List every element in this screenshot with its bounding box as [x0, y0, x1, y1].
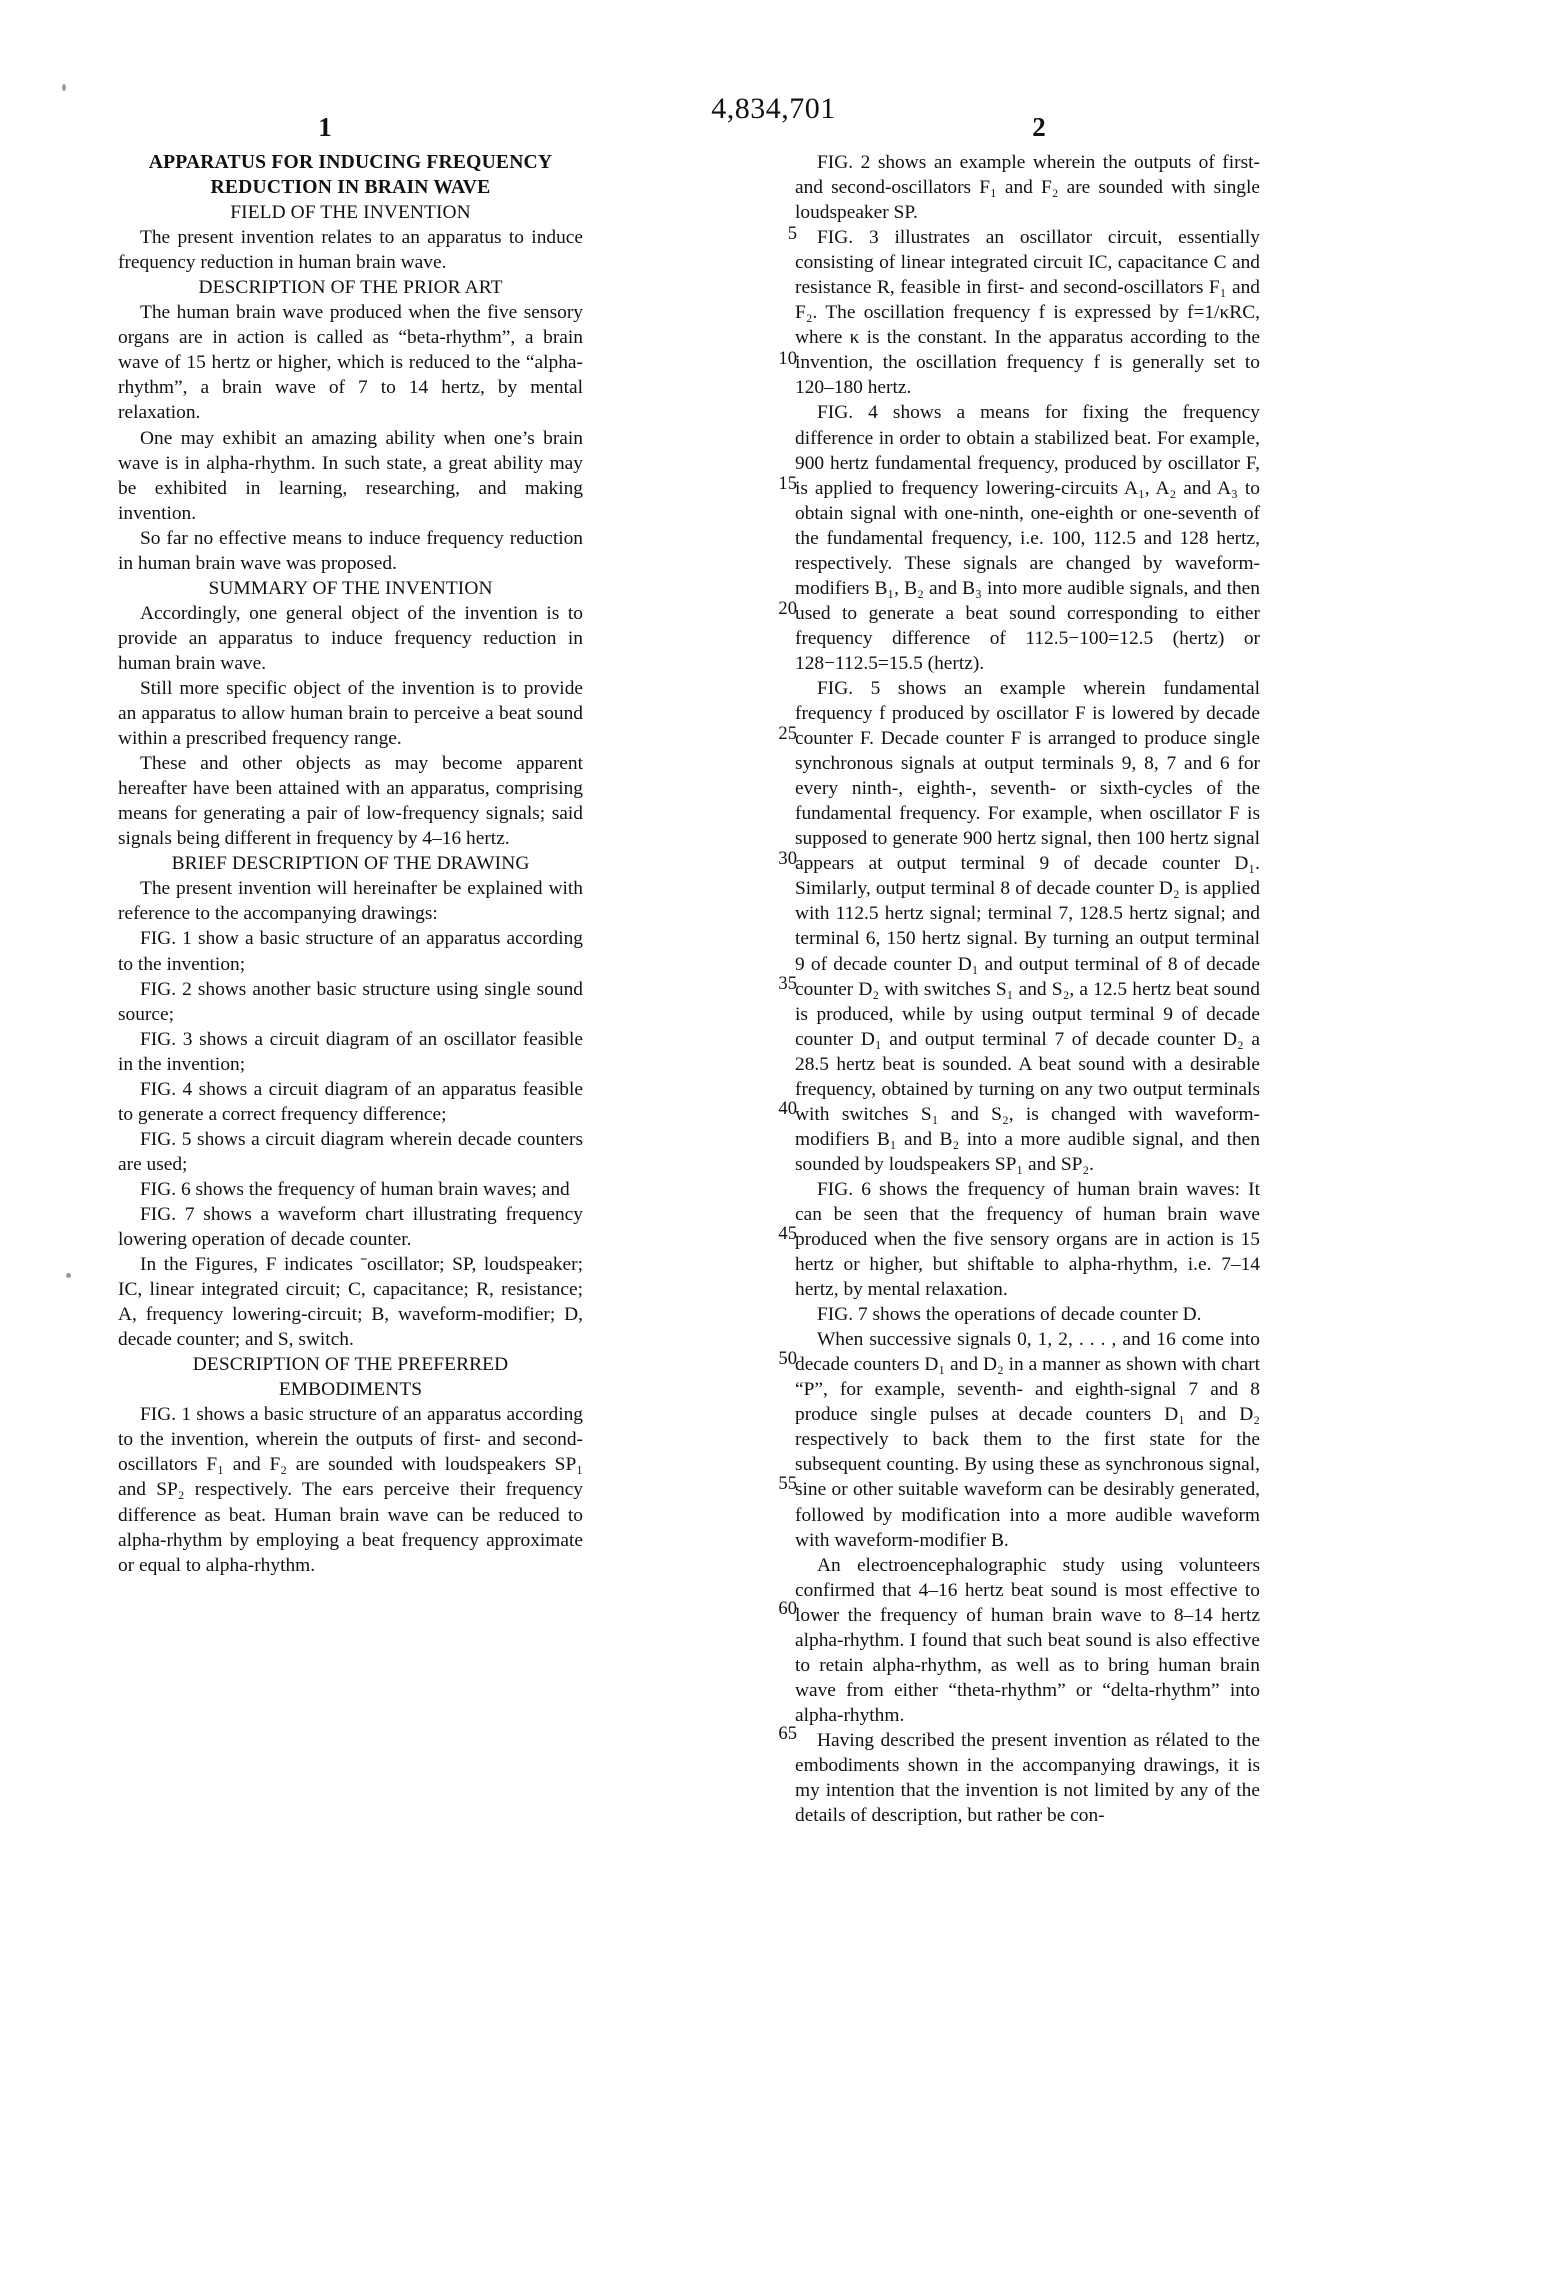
line-number: 65	[778, 1723, 797, 1744]
column-right	[795, 150, 1260, 1828]
paragraph-fig3: FIG. 3 illustrates an oscillator circuit, essentially consisting of linear integrated circuit IC, capacitance C and resistance R, feasible in first- and second-oscillators F₁ and F₂. The oscillation frequency f is expressed by f=1/κRC, where κ is the constant. In the apparatus according to the invention, the oscillation frequency f is generally set to 120–180 hertz.	[795, 227, 1260, 399]
paragraph-fig7: FIG. 7 shows the operations of decade counter D.	[817, 1304, 1202, 1326]
line-number: 15	[778, 473, 797, 494]
paragraph-fig5: FIG. 5 shows an example wherein fundamental frequency f produced by oscillator F is lowered by decade counter F. Decade counter F is arranged to produce single synchronous signals at output terminals 9, 8, 7 and 6 for every ninth-, eighth-, seventh- or sixth-cycles of the fundamental frequency. For example, when oscillator F is supposed to generate 900 hertz signal, then 100 hertz signal appears at output terminal 9 of decade counter D₁. Similarly, output terminal 8 of decade counter D₂ is applied with 112.5 hertz signal; terminal 7, 128.5 hertz signal; and terminal 6, 150 hertz signal. By turning an output terminal 9 of decade counter D₁ and output terminal of 8 of decade counter D₂ with switches S₁ and S₂, a 12.5 hertz beat sound is produced, while by using output terminal 9 of decade counter D₁ and output terminal 7 of decade counter D₂ a 28.5 hertz beat is sounded. A beat sound with a desirable frequency, obtained by turning on any two output terminals with switches S₁ and S₂, is changed with waveform-modifiers B₁ and B₂ into a more audible signal, and then sounded by loudspeakers SP₁ and SP₂.	[795, 677, 1260, 1175]
paragraph-summary-1: Accordingly, one general object of the invention is to provide an apparatus to induce frequency reduction in human brain wave.	[118, 602, 583, 674]
patent-number: 4,834,701	[711, 92, 836, 125]
heading-preferred-embodiments-line-2: EMBODIMENTS	[278, 1379, 423, 1401]
paragraph-prior-art-3: So far no effective means to induce frequency reduction in human brain wave was proposed.	[118, 527, 583, 574]
line-number: 45	[778, 1223, 797, 1244]
figure-list-item-7: FIG. 7 shows a waveform chart illustrating frequency lowering operation of decade counter.	[118, 1203, 583, 1251]
paragraph-brief-intro: The present invention will hereinafter be explained with reference to the accompanying drawings:	[118, 878, 583, 925]
scan-speck	[66, 1273, 71, 1278]
line-number: 5	[787, 223, 797, 244]
paragraph-fig4: FIG. 4 shows a means for fixing the frequency difference in order to obtain a stabilized beat. For example, 900 hertz fundamental frequency, produced by oscillator F, is applied to frequency lowering-circuits A₁, A₂ and A₃ to obtain signal with one-ninth, one-eighth or one-seventh of the fundamental frequency, i.e. 100, 112.5 and 128 hertz, respectively. These signals are changed by waveform-modifiers B₁, B₂ and B₃ into more audible signals, and then used to generate a beat sound corresponding to either frequency difference of 112.5−100=12.5 (hertz) or 128−112.5=15.5 (hertz).	[795, 402, 1260, 674]
patent-title-line-2: REDUCTION IN BRAIN WAVE	[210, 177, 491, 199]
paragraph-prior-art-2: One may exhibit an amazing ability when one’s brain wave is in alpha-rhythm. In such state, a great ability may be exhibited in learning, researching, and making invention.	[118, 427, 583, 524]
line-number: 55	[778, 1473, 797, 1494]
scan-speck	[62, 84, 66, 91]
heading-preferred-embodiments-line-1: DESCRIPTION OF THE PREFERRED	[192, 1354, 509, 1376]
line-number: 60	[778, 1598, 797, 1619]
paragraph-summary-2: Still more specific object of the invention is to provide an apparatus to allow human brain to perceive a beat sound within a prescribed frequency range.	[118, 677, 583, 750]
line-number: 25	[778, 723, 797, 744]
paragraph-summary-3: These and other objects as may become apparent hereafter have been attained with an apparatus, comprising means for generating a pair of low-frequency signals; said signals being different in frequency by 4–16 hertz.	[118, 753, 583, 850]
figure-list-item-3: FIG. 3 shows a circuit diagram of an oscillator feasible in the invention;	[118, 1028, 583, 1075]
heading-brief-description-drawing: BRIEF DESCRIPTION OF THE DRAWING	[171, 853, 530, 875]
paragraph-successive-signals: When successive signals 0, 1, 2, . . . , and 16 come into decade counters D₁ and D₂ in a manner as shown with chart “P”, for example, seventh- and eighth-signal 7 and 8 produce single pulses at decade counters D₁ and D₂ respectively to back them to the first state for the subsequent counting. By using these as synchronous signal, sine or other suitable waveform can be desirably generated, followed by modification into a more audible waveform with waveform-modifier B.	[795, 1329, 1260, 1551]
paragraph-eeg-study: An electroencephalographic study using volunteers confirmed that 4–16 hertz beat sound is most effective to lower the frequency of human brain wave to 8–14 hertz alpha-rhythm. I found that such beat sound is also effective to retain alpha-rhythm, as well as to bring human brain wave from either “theta-rhythm” or “delta-rhythm” into alpha-rhythm.	[795, 1554, 1260, 1726]
line-number: 40	[778, 1098, 797, 1119]
line-number: 30	[778, 848, 797, 869]
paragraph-in-the-figures: In the Figures, F indicates ˉoscillator; SP, loudspeaker; IC, linear integrated circuit; C, capacitance; R, resistance; A, frequency lowering-circuit; B, waveform-modifier; D, decade counter; and S, switch.	[118, 1254, 583, 1351]
paragraph-prior-art-1: The human brain wave produced when the five sensory organs are in action is called as “beta-rhythm”, a brain wave of 15 hertz or higher, which is reduced to the “alpha-rhythm”, a brain wave of 7 to 14 hertz, by mental relaxation.	[118, 302, 583, 424]
paragraph-field-of-invention: The present invention relates to an apparatus to induce frequency reduction in human brain wave.	[118, 227, 583, 274]
figure-list-item-1: FIG. 1 show a basic structure of an apparatus according to the invention;	[118, 928, 583, 975]
line-number: 50	[778, 1348, 797, 1369]
column-number-right: 2	[1032, 112, 1046, 142]
figure-list-item-2: FIG. 2 shows another basic structure using single sound source;	[118, 978, 583, 1025]
column-left	[118, 150, 583, 1578]
paragraph-fig6: FIG. 6 shows the frequency of human brain waves: It can be seen that the frequency of human brain wave produced when the five sensory organs are in action is 15 hertz or higher, but shiftable to alpha-rhythm, i.e. 7–14 hertz, by mental relaxation.	[795, 1178, 1260, 1301]
heading-description-prior-art: DESCRIPTION OF THE PRIOR ART	[198, 277, 503, 299]
heading-summary-of-invention: SUMMARY OF THE INVENTION	[208, 577, 493, 599]
patent-title-line-1: APPARATUS FOR INDUCING FREQUENCY	[148, 152, 553, 173]
paragraph-fig1-description: FIG. 1 shows a basic structure of an apparatus according to the invention, wherein the outputs of first- and second-oscillators F₁ and F₂ are sounded with loudspeakers SP₁ and SP₂ respectively. The ears perceive their frequency difference as beat. Human brain wave can be reduced to alpha-rhythm by employing a beat frequency approximate or equal to alpha-rhythm.	[118, 1404, 583, 1576]
heading-field-of-invention: FIELD OF THE INVENTION	[230, 202, 471, 224]
line-number: 20	[778, 598, 797, 619]
line-number: 35	[778, 973, 797, 994]
paragraph-fig2: FIG. 2 shows an example wherein the outputs of first- and second-oscillators F₁ and F₂ are sounded with single loudspeaker SP.	[795, 152, 1260, 224]
figure-list-item-6: FIG. 6 shows the frequency of human brain waves; and	[140, 1178, 570, 1200]
line-number: 10	[778, 348, 797, 369]
figure-list-item-4: FIG. 4 shows a circuit diagram of an apparatus feasible to generate a correct frequency difference;	[118, 1078, 583, 1125]
column-number-left: 1	[318, 112, 332, 142]
figure-list-item-5: FIG. 5 shows a circuit diagram wherein decade counters are used;	[118, 1128, 583, 1175]
paragraph-closing: Having described the present invention as rélated to the embodiments shown in the accompanying drawings, it is my intention that the invention is not limited by any of the details of description, but rather be con-	[795, 1729, 1260, 1827]
